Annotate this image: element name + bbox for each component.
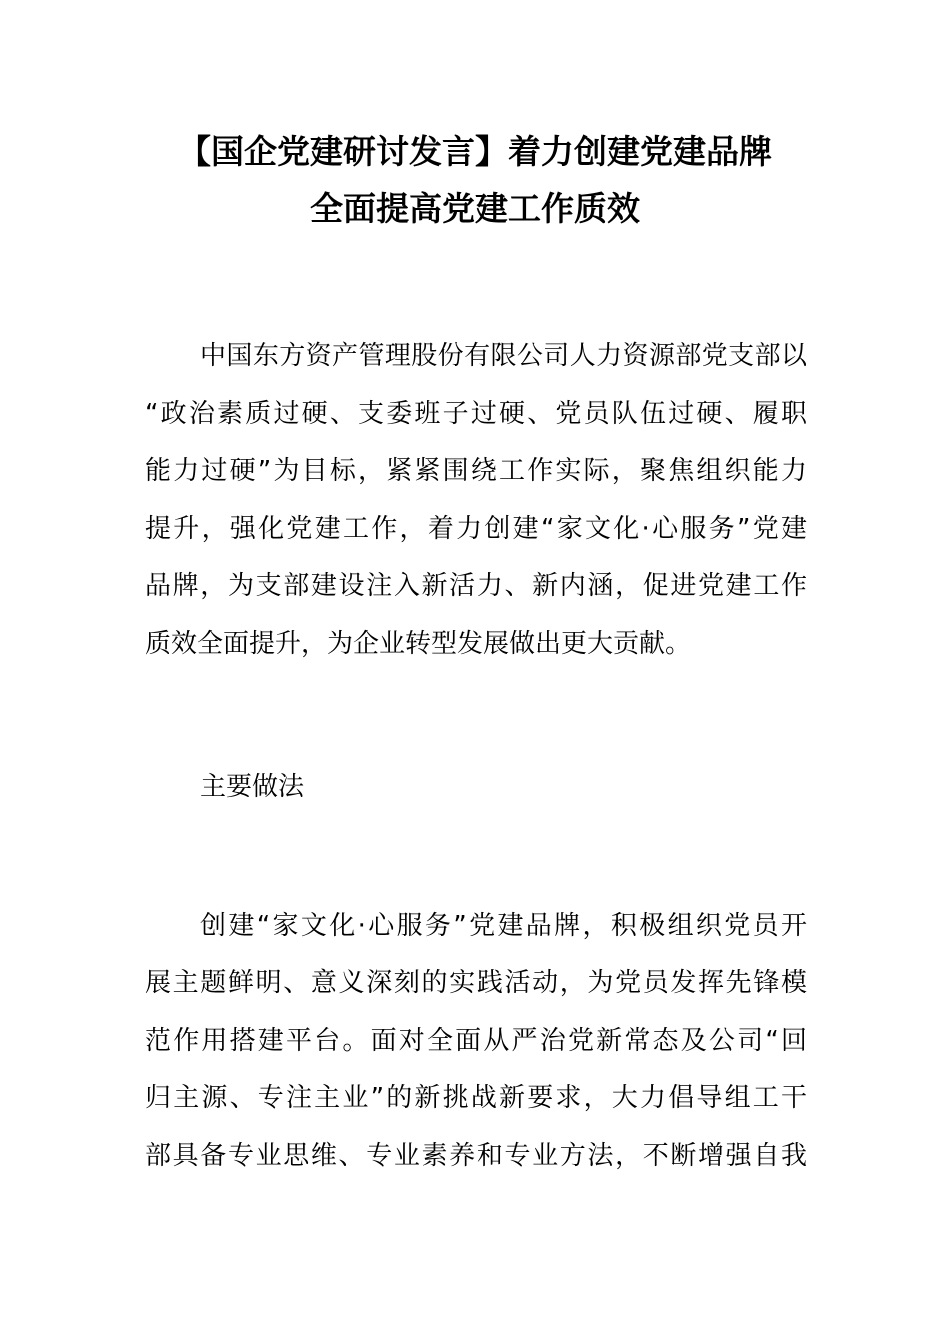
intro-paragraph-line: 能力过硬”为目标，紧紧围绕工作实际，聚焦组织能力 <box>145 456 807 486</box>
intro-paragraph-line: 质效全面提升，为企业转型发展做出更大贡献。 <box>145 629 692 659</box>
body-paragraph-line: 创建“家文化·心服务”党建品牌，积极组织党员开 <box>200 911 807 941</box>
document-title-line-2: 全面提高党建工作质效 <box>310 189 640 228</box>
section-heading: 主要做法 <box>200 772 305 802</box>
intro-paragraph-line: 提升，强化党建工作，着力创建“家文化·心服务”党建 <box>145 514 807 544</box>
body-paragraph-line: 范作用搭建平台。面对全面从严治党新常态及公司“回 <box>145 1026 807 1056</box>
body-paragraph-line: 展主题鲜明、意义深刻的实践活动，为党员发挥先锋模 <box>145 968 807 998</box>
intro-paragraph-line: 中国东方资产管理股份有限公司人力资源部党支部以 <box>200 341 807 371</box>
intro-paragraph-line: “政治素质过硬、支委班子过硬、党员队伍过硬、履职 <box>145 399 807 429</box>
body-paragraph-line: 归主源、专注主业”的新挑战新要求，大力倡导组工干 <box>145 1083 807 1113</box>
document-title-line-1: 【国企党建研讨发言】着力创建党建品牌 <box>178 132 772 171</box>
body-paragraph-line: 部具备专业思维、专业素养和专业方法，不断增强自我 <box>145 1141 807 1171</box>
intro-paragraph-line: 品牌，为支部建设注入新活力、新内涵，促进党建工作 <box>145 571 807 601</box>
